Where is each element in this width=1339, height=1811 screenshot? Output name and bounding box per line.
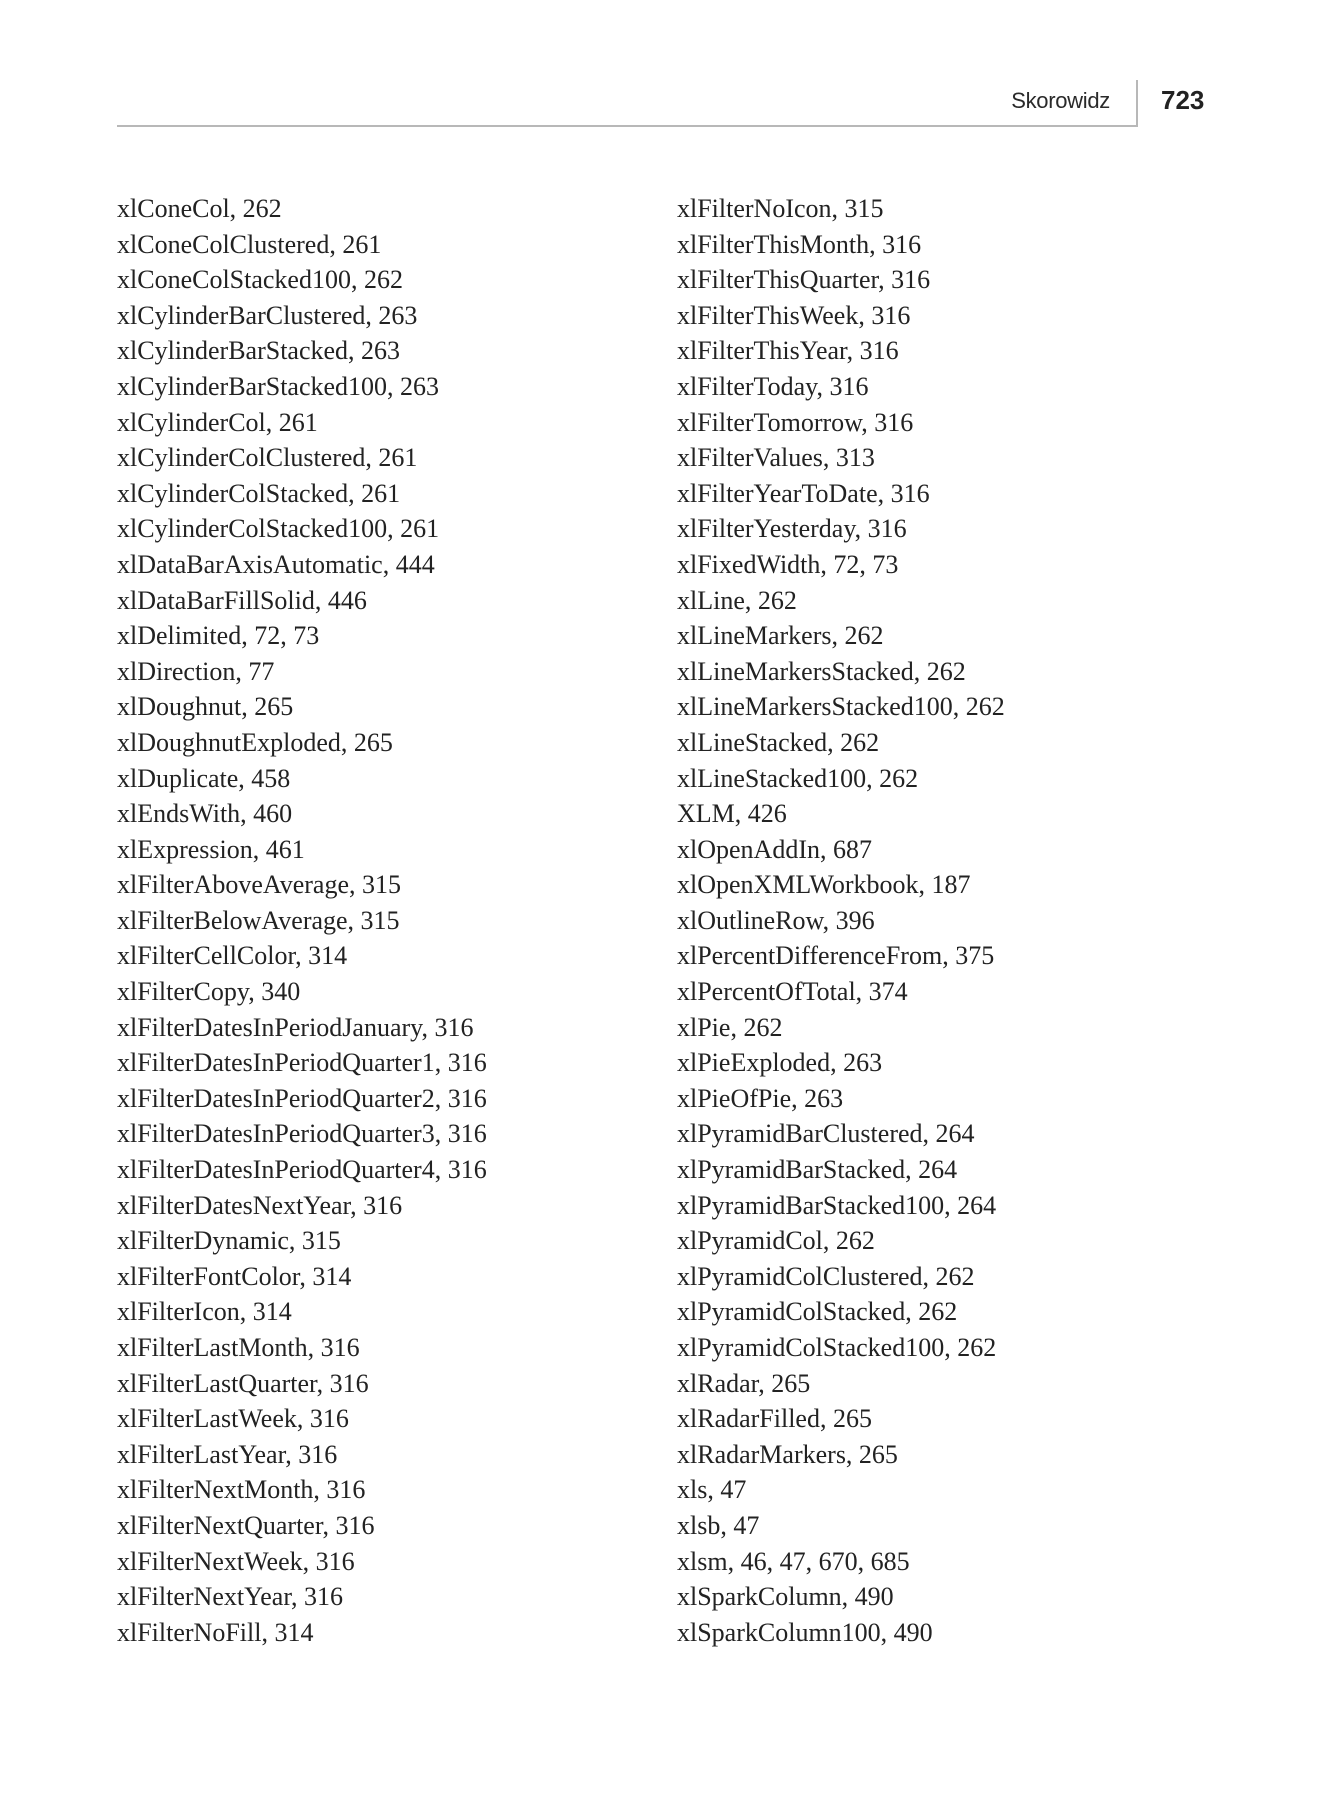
index-entry: xlFilterLastQuarter, 316	[117, 1368, 369, 1398]
index-entry: xlPyramidBarStacked100, 264	[677, 1190, 997, 1220]
index-entry: xlDoughnutExploded, 265	[117, 727, 393, 757]
index-entry: xlPyramidCol, 262	[677, 1226, 875, 1256]
index-entry: xlsm, 46, 47, 670, 685	[677, 1546, 910, 1576]
index-entry: xlConeColStacked100, 262	[117, 265, 403, 295]
index-entry: xlOpenXMLWorkbook, 187	[677, 870, 971, 900]
index-entry: xlRadarFilled, 265	[677, 1404, 872, 1434]
index-entry: xlFilterNextMonth, 316	[117, 1475, 366, 1505]
index-entry: xlConeColClustered, 261	[117, 229, 382, 259]
index-entry: xlCylinderBarStacked100, 263	[117, 371, 440, 401]
index-column-left	[117, 191, 487, 1650]
index-entry: xlFilterDatesInPeriodQuarter1, 316	[117, 1048, 487, 1078]
index-entry: xlFilterNoIcon, 315	[677, 194, 884, 223]
index-entry: xlLineStacked100, 262	[677, 763, 919, 793]
index-entry: xlDuplicate, 458	[117, 763, 291, 793]
index-entry: xlFilterAboveAverage, 315	[117, 870, 401, 900]
index-entry: xlLineMarkersStacked100, 262	[677, 692, 1005, 722]
index-entry: xlOutlineRow, 396	[677, 905, 875, 935]
index-entry: xlDoughnut, 265	[117, 692, 294, 722]
index-entry: xlFilterFontColor, 314	[117, 1261, 352, 1291]
index-entry: xlPieOfPie, 263	[677, 1083, 844, 1113]
index-entry: xlFilterCellColor, 314	[117, 941, 348, 971]
index-column-right	[677, 191, 1005, 1650]
index-entry: xlPyramidBarStacked, 264	[677, 1155, 958, 1185]
index-entry: xlFixedWidth, 72, 73	[677, 549, 899, 579]
index-entry: xlFilterDatesNextYear, 316	[117, 1190, 403, 1220]
index-entry: xlLineStacked, 262	[677, 727, 880, 757]
index-entry: xlFilterNoFill, 314	[117, 1617, 314, 1647]
index-entry: xlsb, 47	[677, 1510, 760, 1540]
index-entry: xlRadarMarkers, 265	[677, 1439, 898, 1469]
index-entry: xlFilterYearToDate, 316	[677, 478, 930, 508]
index-entry: xlPyramidColClustered, 262	[677, 1261, 975, 1291]
index-entry: xlFilterThisWeek, 316	[677, 300, 911, 330]
index-entry: xlFilterThisMonth, 316	[677, 229, 922, 259]
index-entry: XLM, 426	[677, 799, 787, 829]
index-entry: xlFilterDatesInPeriodQuarter4, 316	[117, 1155, 487, 1185]
index-entry: xlFilterYesterday, 316	[677, 514, 907, 544]
index-entry: xlFilterCopy, 340	[117, 977, 301, 1007]
index-entry: xlFilterNextWeek, 316	[117, 1546, 355, 1576]
index-entry: xlPyramidColStacked100, 262	[677, 1333, 997, 1362]
index-entry: xlFilterTomorrow, 316	[677, 407, 914, 437]
index-entry: xlFilterBelowAverage, 315	[117, 905, 400, 935]
index-entry: xlPercentOfTotal, 374	[677, 977, 908, 1007]
index-entry: xlPyramidBarClustered, 264	[677, 1119, 975, 1149]
index-entry: xlFilterDatesInPeriodQuarter3, 316	[117, 1119, 487, 1149]
index-entry: xlPieExploded, 263	[677, 1048, 883, 1078]
index-entry: xlCylinderBarStacked, 263	[117, 336, 401, 366]
running-header	[117, 70, 1203, 128]
index-entry: xlLineMarkers, 262	[677, 621, 884, 651]
index-entry: xlFilterLastMonth, 316	[117, 1333, 360, 1362]
index-entry: xlSparkColumn, 490	[677, 1582, 894, 1612]
index-entry: xlCylinderBarClustered, 263	[117, 300, 418, 330]
index-entry: xls, 47	[677, 1475, 747, 1505]
header-rule	[117, 125, 1138, 127]
index-entry: xlFilterLastWeek, 316	[117, 1404, 349, 1434]
section-title: Skorowidz	[1011, 88, 1110, 113]
index-entry: xlPercentDifferenceFrom, 375	[677, 941, 995, 971]
index-entry: xlLine, 262	[677, 585, 797, 615]
index-entry: xlCylinderColStacked, 261	[117, 478, 401, 508]
index-entry: xlExpression, 461	[117, 834, 305, 864]
index-entry: xlFilterDatesInPeriodJanuary, 316	[117, 1012, 474, 1042]
index-entry: xlFilterDynamic, 315	[117, 1226, 341, 1256]
index-entry: xlFilterNextYear, 316	[117, 1582, 343, 1612]
index-entry: xlLineMarkersStacked, 262	[677, 656, 966, 686]
index-entry: xlCylinderColStacked100, 261	[117, 514, 440, 544]
index-entry: xlFilterValues, 313	[677, 443, 875, 473]
page-number: 723	[1161, 85, 1205, 115]
index-entry: xlCylinderCol, 261	[117, 407, 318, 437]
index-entry: xlDataBarFillSolid, 446	[117, 585, 367, 615]
index-entry: xlFilterThisQuarter, 316	[677, 265, 931, 295]
index-entry: xlEndsWith, 460	[117, 799, 293, 829]
index-entry: xlDataBarAxisAutomatic, 444	[117, 549, 435, 579]
header-vertical-rule	[1136, 80, 1138, 127]
index-entry: xlConeCol, 262	[117, 194, 282, 223]
index-entry: xlDelimited, 72, 73	[117, 621, 320, 651]
index-entry: xlSparkColumn100, 490	[677, 1617, 933, 1647]
index-entry: xlPie, 262	[677, 1012, 783, 1042]
index-entry: xlFilterDatesInPeriodQuarter2, 316	[117, 1083, 487, 1113]
index-entry: xlFilterThisYear, 316	[677, 336, 899, 366]
index-entry: xlFilterLastYear, 316	[117, 1439, 338, 1469]
index-entry: xlFilterToday, 316	[677, 371, 869, 401]
index-entry: xlRadar, 265	[677, 1368, 811, 1398]
index-entry: xlDirection, 77	[117, 656, 275, 686]
index-entry: xlFilterNextQuarter, 316	[117, 1510, 375, 1540]
index-entry: xlCylinderColClustered, 261	[117, 443, 418, 473]
index-entry: xlOpenAddIn, 687	[677, 834, 872, 864]
index-entry: xlPyramidColStacked, 262	[677, 1297, 958, 1327]
index-entry: xlFilterIcon, 314	[117, 1297, 292, 1327]
